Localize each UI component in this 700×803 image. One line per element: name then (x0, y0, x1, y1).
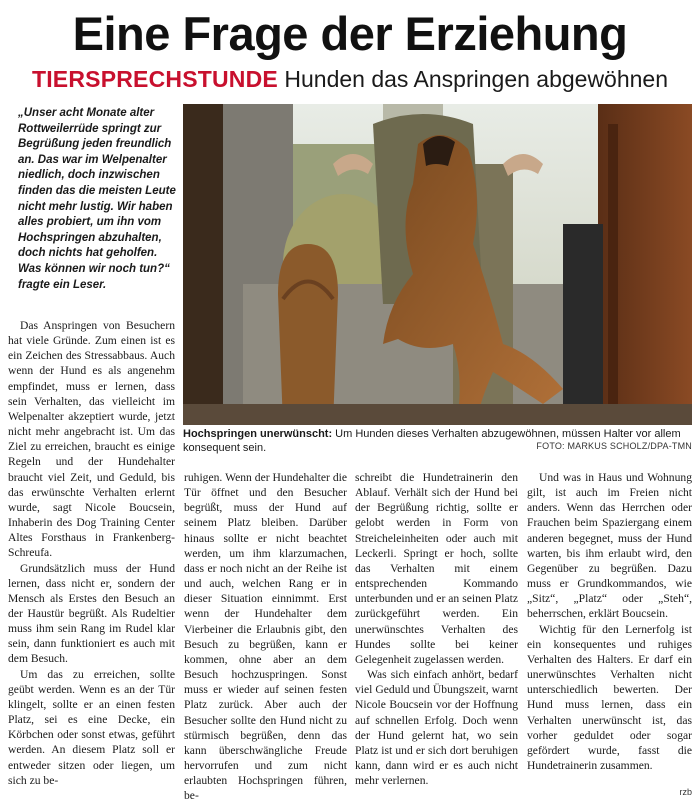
body-column-3 (355, 470, 518, 788)
kicker: TIERSPRECHSTUNDE (31, 66, 278, 92)
subtitle: Hunden das Anspringen abgewöhnen (284, 66, 669, 92)
dog-jumping-photo-illustration (183, 104, 692, 425)
paragraph: Grundsätzlich muss der Hund lernen, dass nicht er, sondern der Mensch als Erstes den Besuch an der Haustür begrüßt. Als Rudeltier muss ihm sein Rang im Rudel klar sein, dann funktioniert es auch mit dem Besuch. (8, 561, 175, 666)
body-column-2 (184, 470, 347, 803)
subline (0, 64, 700, 94)
paragraph: Das Anspringen von Besuchern hat viele Gründe. Zum einen ist es ein Zeichen des Stressabbaus. Auch wenn der Hund es als angenehm empfindet, muss er lernen, dass sein Verhalten, das vielleicht im Welpenalter akzeptiert wurde, jetzt nicht mehr angebracht ist. Um das Ziel zu erreichen, braucht es einige Regeln und der Hundehalter braucht viel Zeit, und Geduld, bis das erwünschte Verhalten erlernt wurde, sagt Nicole Boucsein, Inhaberin des Dog Training Center Altes Forsthaus in Frankenberg-Schreufa. (8, 319, 175, 560)
paragraph: Wichtig für den Lernerfolg ist ein konsequentes und ruhiges Verhalten des Halters. Er darf ein unerwünschtes Verhalten nicht unterschiedlich bewerten. Der Hund muss lernen, dass ein Verhalten unerwünscht ist, das vorher geduldet oder sogar gefördert wurde, fasst die Hundetrainerin zusammen. (527, 622, 692, 772)
intro-question: „Unser acht Monate alter Rottweilerrüde springt zur Begrüßung jeden freundlich an. Das war im Welpenalter niedlich, doch inzwischen finden das die meisten Leute nicht mehr lustig. Wir haben alles probiert, um ihn vom Hochspringen abzuhalten, doch nichts hat geholfen. Was können wir noch tun?“ fragte ein Leser. (18, 107, 176, 291)
headline: Eine Frage der Erziehung (72, 7, 628, 60)
body-column-1 (8, 318, 175, 788)
body-column-4 (527, 470, 692, 773)
paragraph: ruhigen. Wenn der Hundehalter die Tür öffnet und den Besucher begrüßt, muss der Hund auf seinem Platz bleiben. Darüber hinaus sollte er nicht beachtet werden, um ihm klarzumachen, dass er noch nicht an der Reihe ist und auch, welchen Rang er in dieser Situation einnimmt. Erst wenn der Hundehalter dem Vierbeiner die Erlaubnis gibt, den Besuch zu begrüßen, kann er kommen, ohne aber an dem Besuch hochzuspringen. Sonst muss er wieder auf seinen festen Platz zurück. Aber auch der Besucher sollte den Hund nicht zu stürmisch begrüßen, denn das kann überschwängliche Freude hervorrufen und zum nicht erlaubten Hochspringen führen, be- (184, 471, 347, 803)
paragraph: Und was in Haus und Wohnung gilt, ist auch im Freien nicht anders. Wenn das Herrchen oder Frauchen beim Spaziergang einem anderen begegnet, muss der Hund warten, bis ihm erlaubt wird, den Gegenüber zu begrüßen. Dazu muss er Grundkommandos, wie „Sitz“, „Platz“ oder „Steh“, beherrschen, erklärt Boucsein. (527, 471, 692, 621)
paragraph: schreibt die Hundetrainerin den Ablauf. Verhält sich der Hund bei der Begrüßung richtig, sollte er gelobt werden in Form von Streicheleinheiten oder auch mit Leckerli. Springt er hoch, sollte das Verhalten mit einem entsprechenden Kommando unterbunden und er an seinen Platz zurückgeführt werden. Ein unerwünschtes Verhalten des Hundes sollte bei keiner Gelegenheit zugelassen werden. (355, 471, 518, 666)
caption-lead: Hochspringen unerwünscht: (183, 428, 333, 440)
paragraph: Was sich einfach anhört, bedarf viel Geduld und Übungszeit, warnt Nicole Boucsein vor der Hoffnung auf schnellen Erfolg. Doch wenn der Hund gelernt hat, wo sein Platz ist und er sich dort beruhigen kann, dann wird er es auch nicht mehr verlernen. (355, 668, 518, 788)
caption-text: Um Hunden dieses Verhalten abzugewöhnen, müssen Halter vor allem konsequent sein. (183, 428, 681, 454)
photo-credit: FOTO: MARKUS SCHOLZ/DPA-TMN (536, 441, 692, 451)
paragraph: Um das zu erreichen, sollte geübt werden. Wenn es an der Tür klingelt, sollte er an einen festen Platz, sei es eine Decke, ein Körbchen oder sonst etwas, geführt werden. An diesem Platz soll er entweder sitzen oder liegen, um sich zu be- (8, 667, 175, 787)
author-signature: rzb (679, 787, 692, 797)
article-photo (183, 104, 692, 425)
